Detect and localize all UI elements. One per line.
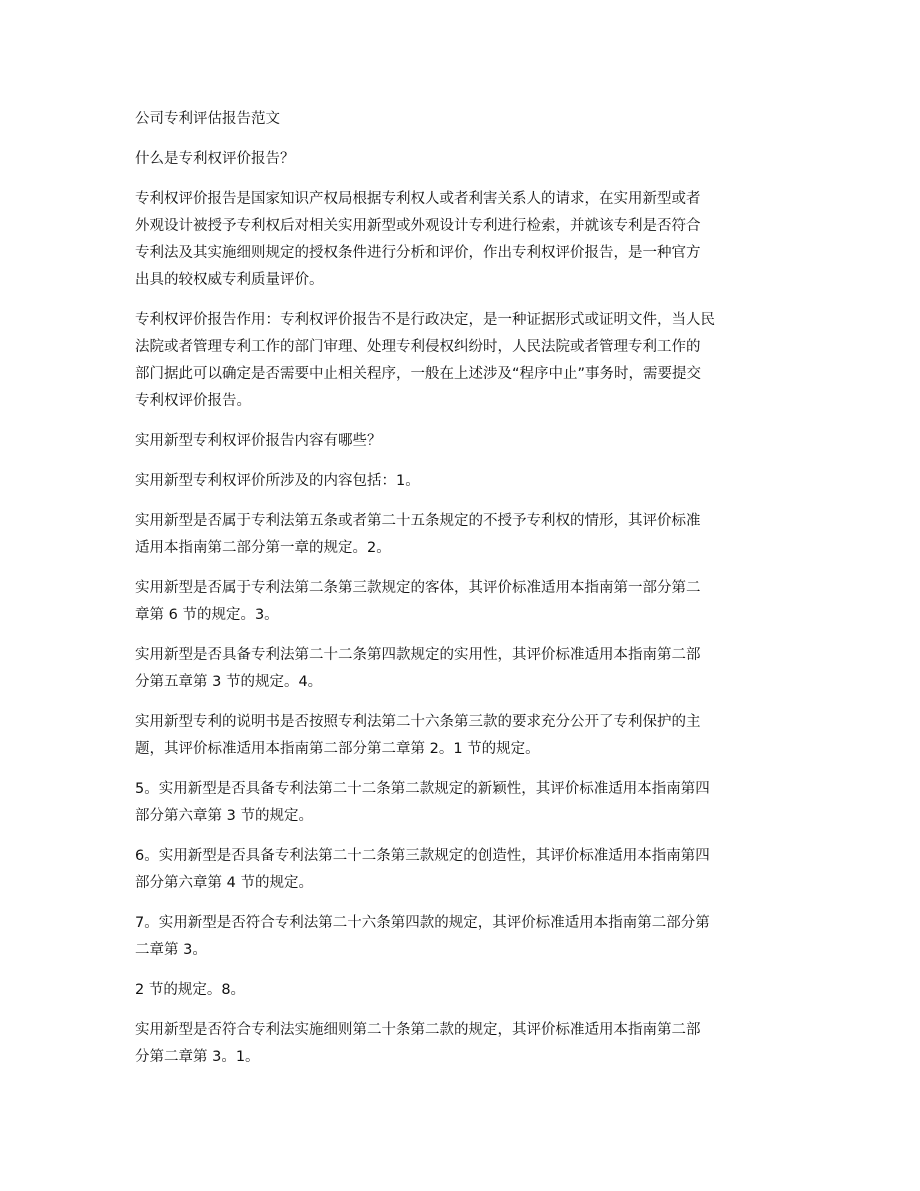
paragraph-line: 部分第六章第 4 节的规定。 [135, 875, 313, 891]
paragraph-line: 部分第六章第 3 节的规定。 [135, 808, 313, 824]
paragraph-list [135, 146, 795, 1071]
paragraph [135, 1017, 795, 1071]
paragraph [135, 428, 795, 455]
paragraph-line: 5。实用新型是否具备专利法第二十二条第二款规定的新颖性，其评价标准适用本指南第四 [135, 781, 710, 797]
paragraph [135, 843, 795, 897]
paragraph-line: 法院或者管理专利工作的部门审理、处理专利侵权纠纷时，人民法院或者管理专利工作的 [135, 339, 701, 355]
paragraph-line: 7。实用新型是否符合专利法第二十六条第四款的规定，其评价标准适用本指南第二部分第 [135, 915, 710, 931]
paragraph [135, 307, 795, 415]
paragraph-line: 出具的较权威专利质量评价。 [135, 272, 324, 288]
document-body [135, 106, 795, 1084]
paragraph-line: 二章第 3。 [135, 942, 207, 958]
paragraph [135, 186, 795, 294]
paragraph [135, 146, 795, 173]
paragraph-line: 6。实用新型是否具备专利法第二十二条第三款规定的创造性，其评价标准适用本指南第四 [135, 848, 710, 864]
document-title [135, 106, 795, 133]
paragraph [135, 910, 795, 964]
paragraph-line: 专利权评价报告。 [135, 393, 251, 409]
paragraph-line: 章第 6 节的规定。3。 [135, 607, 279, 623]
paragraph-line: 2 节的规定。8。 [135, 982, 246, 998]
paragraph [135, 468, 795, 495]
paragraph [135, 575, 795, 629]
paragraph-line: 外观设计被授予专利权后对相关实用新型或外观设计专利进行检索，并就该专利是否符合 [135, 218, 701, 234]
paragraph-line: 适用本指南第二部分第一章的规定。2。 [135, 540, 391, 556]
paragraph-line: 题，其评价标准适用本指南第二部分第二章第 2。1 节的规定。 [135, 741, 540, 757]
paragraph-line: 专利权评价报告作用：专利权评价报告不是行政决定，是一种证据形式或证明文件，当人民 [135, 312, 715, 328]
paragraph-line: 实用新型是否属于专利法第五条或者第二十五条规定的不授予专利权的情形，其评价标准 [135, 513, 701, 529]
paragraph-line: 什么是专利权评价报告？ [135, 151, 295, 167]
paragraph-line: 专利权评价报告是国家知识产权局根据专利权人或者利害关系人的请求，在实用新型或者 [135, 191, 701, 207]
paragraph-line: 专利法及其实施细则规定的授权条件进行分析和评价，作出专利权评价报告，是一种官方 [135, 245, 701, 261]
paragraph-line: 实用新型是否属于专利法第二条第三款规定的客体，其评价标准适用本指南第一部分第二 [135, 580, 701, 596]
paragraph-line: 分第五章第 3 节的规定。4。 [135, 674, 323, 690]
paragraph [135, 508, 795, 562]
paragraph-line: 实用新型专利权评价报告内容有哪些？ [135, 433, 382, 449]
paragraph-line: 分第二章第 3。1。 [135, 1049, 260, 1065]
paragraph [135, 709, 795, 763]
paragraph-line: 实用新型专利的说明书是否按照专利法第二十六条第三款的要求充分公开了专利保护的主 [135, 714, 701, 730]
title-text: 公司专利评估报告范文 [135, 111, 280, 127]
paragraph-line: 实用新型是否符合专利法实施细则第二十条第二款的规定，其评价标准适用本指南第二部 [135, 1022, 701, 1038]
paragraph [135, 642, 795, 696]
paragraph [135, 977, 795, 1004]
paragraph [135, 776, 795, 830]
paragraph-line: 实用新型是否具备专利法第二十二条第四款规定的实用性，其评价标准适用本指南第二部 [135, 647, 701, 663]
paragraph-line: 部门据此可以确定是否需要中止相关程序，一般在上述涉及“程序中止”事务时，需要提交 [135, 366, 702, 382]
paragraph-line: 实用新型专利权评价所涉及的内容包括：1。 [135, 473, 420, 489]
